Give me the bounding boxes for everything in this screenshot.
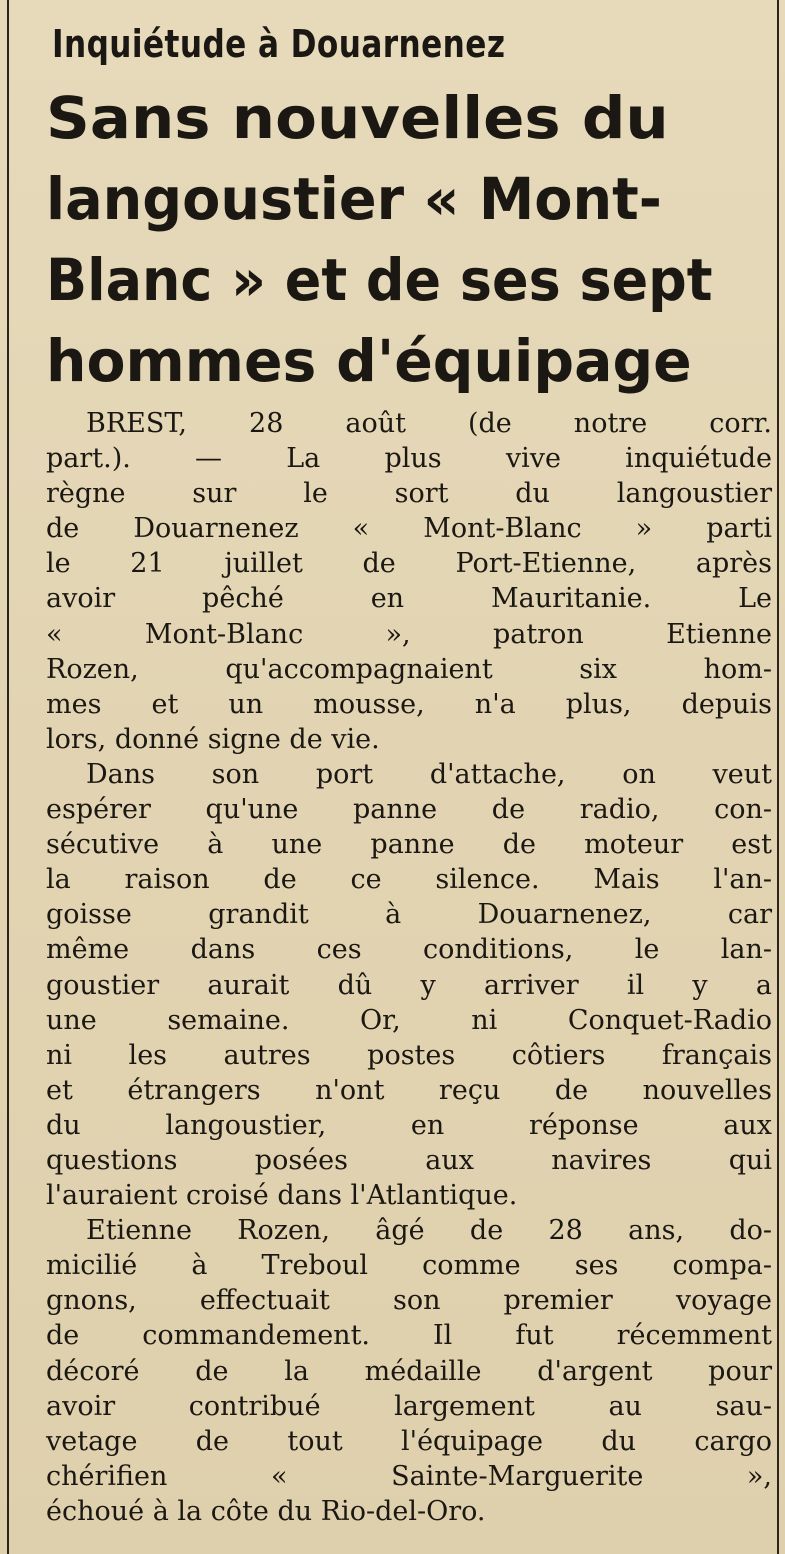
- body-line: une semaine. Or, ni Conquet-Radio: [46, 1004, 772, 1036]
- body-line: de Douarnenez « Mont-Blanc » parti: [46, 513, 772, 545]
- body-line: de commandement. Il fut récemment: [46, 1320, 772, 1352]
- body-line: goisse grandit à Douarnenez, car: [46, 899, 772, 931]
- body-line: et étrangers n'ont reçu de nouvelles: [46, 1074, 772, 1106]
- body-line: même dans ces conditions, le lan-: [46, 934, 772, 966]
- body-line: sécutive à une panne de moteur est: [46, 829, 772, 861]
- body-line: mes et un mousse, n'a plus, depuis: [46, 688, 772, 720]
- body-line: lors, donné signe de vie.: [46, 723, 380, 755]
- column-rule-right: [777, 0, 779, 1554]
- headline-line: langoustier « Mont-: [46, 165, 662, 233]
- body-line: Rozen, qu'accompagnaient six hom-: [46, 653, 772, 685]
- body-line: goustier aurait dû y arriver il y a: [46, 969, 772, 1001]
- body-line: part.). — La plus vive inquiétude: [46, 443, 772, 475]
- article-kicker: Inquiétude à Douarnenez: [52, 22, 506, 66]
- body-line: l'auraient croisé dans l'Atlantique.: [46, 1180, 518, 1212]
- body-line: la raison de ce silence. Mais l'an-: [46, 864, 772, 896]
- body-line: décoré de la médaille d'argent pour: [46, 1355, 772, 1387]
- body-line: vetage de tout l'équipage du cargo: [46, 1425, 772, 1457]
- body-line: avoir pêché en Mauritanie. Le: [46, 583, 772, 615]
- body-line: BREST, 28 août (de notre corr.: [86, 408, 772, 439]
- body-line: micilié à Treboul comme ses compa-: [46, 1250, 772, 1282]
- body-line: du langoustier, en réponse aux: [46, 1109, 772, 1141]
- article-column: [46, 14, 772, 1529]
- headline-line: Sans nouvelles du: [46, 84, 669, 152]
- body-line: gnons, effectuait son premier voyage: [46, 1285, 772, 1317]
- body-line: « Mont-Blanc », patron Etienne: [46, 618, 772, 650]
- column-rule-left: [7, 0, 9, 1554]
- body-line: questions posées aux navires qui: [46, 1144, 772, 1176]
- body-line: chérifien « Sainte-Marguerite »,: [46, 1460, 772, 1492]
- body-line: échoué à la côte du Rio-del-Oro.: [46, 1495, 486, 1527]
- body-line: règne sur le sort du langoustier: [46, 478, 772, 510]
- article-body: [46, 406, 772, 1529]
- body-line: le 21 juillet de Port-Etienne, après: [46, 548, 772, 580]
- body-line: avoir contribué largement au sau-: [46, 1390, 772, 1422]
- headline-line: hommes d'équipage: [46, 327, 692, 395]
- headline-line: Blanc » et de ses sept: [46, 246, 713, 314]
- body-line: Etienne Rozen, âgé de 28 ans, do-: [86, 1215, 772, 1247]
- body-line: Dans son port d'attache, on veut: [86, 758, 772, 790]
- body-line: espérer qu'une panne de radio, con-: [46, 794, 772, 826]
- body-line: ni les autres postes côtiers français: [46, 1039, 772, 1071]
- article-headline: [46, 78, 772, 402]
